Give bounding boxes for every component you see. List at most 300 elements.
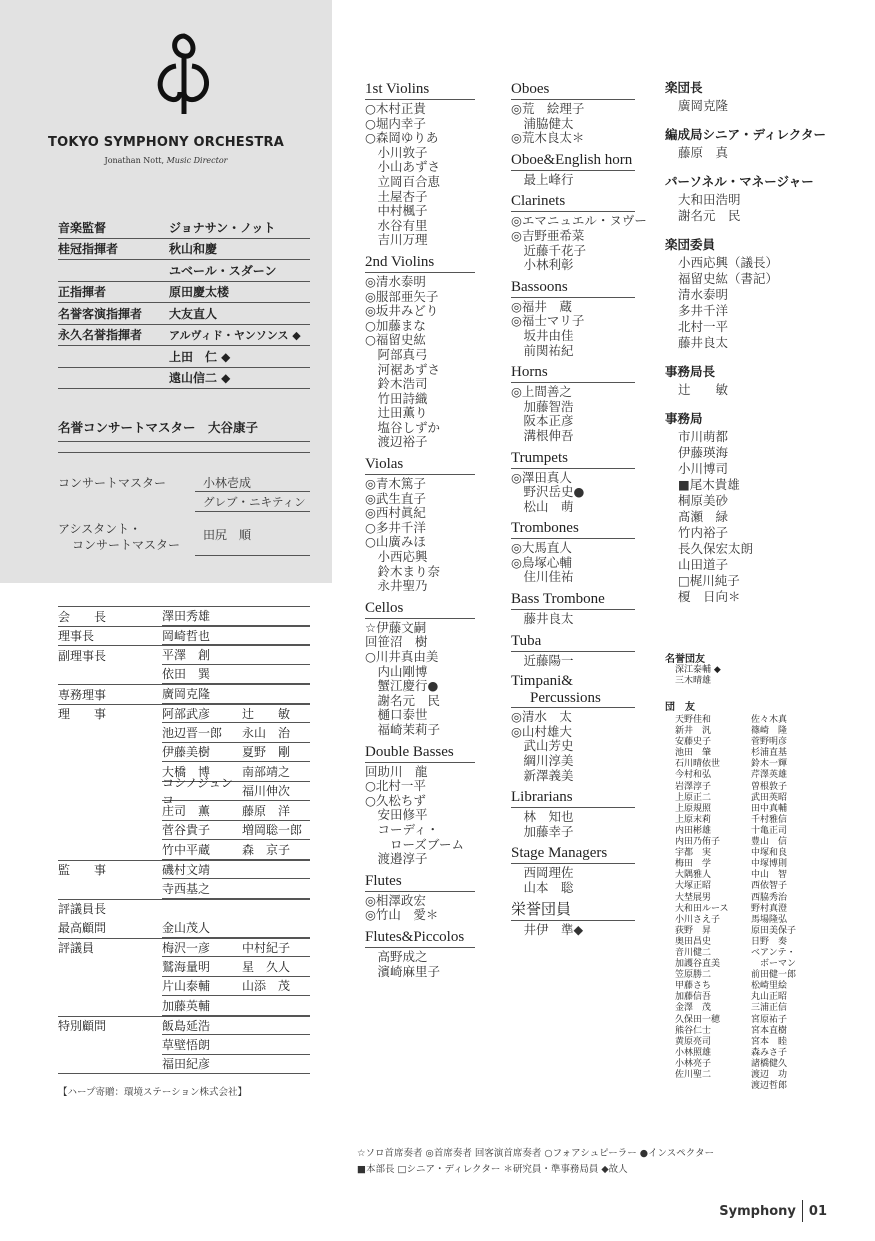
section-title: Horns: [511, 363, 635, 383]
board-role: [58, 879, 162, 899]
player-name: 綱川淳美: [511, 753, 574, 769]
player-name: ○加藤まな: [365, 317, 426, 333]
player-name: ○川井真由美: [365, 649, 439, 664]
section-members: [365, 477, 475, 594]
board-role: 理事長: [58, 626, 162, 646]
board-member: 福川伸次: [242, 784, 291, 799]
section-members: [365, 275, 475, 450]
board-names: [162, 684, 310, 704]
conductor-name: 大友直人: [169, 306, 218, 321]
alumni-name: 大埜展男: [675, 892, 712, 903]
alumni-name: 西依智子: [751, 881, 788, 892]
admin-heading: 事務局: [665, 411, 703, 426]
alumni-list-left: [675, 715, 751, 1092]
alumni-name: 馬場隆弘: [751, 914, 788, 925]
section-members: [511, 173, 635, 188]
board-names: [162, 899, 310, 919]
staff-name: 長久保宏太朗: [678, 541, 754, 556]
section-members: [511, 102, 635, 146]
alumni-name: 宮原祐子: [751, 1014, 788, 1025]
admin-heading: 編成局シニア・ディレクター: [665, 127, 827, 142]
player-name: 溝根伸吾: [511, 427, 574, 443]
section-title: Bass Trombone: [511, 590, 635, 610]
player-name: ◎吉野亜希菜: [511, 227, 585, 243]
board-member: 鷲海量明: [162, 959, 211, 974]
board-member: 増岡聡一郎: [242, 823, 303, 838]
board-member: 梅沢一彦: [162, 940, 211, 955]
player-name: 井伊 準◆: [511, 921, 584, 937]
alumni-name: 佐々木真: [751, 715, 788, 725]
winds-column: [511, 80, 647, 942]
board-row: [58, 860, 310, 880]
alumni-name: 杉浦直基: [751, 748, 788, 759]
player-name: 福崎茉莉子: [365, 721, 441, 737]
board-member: 辻 敏: [242, 706, 291, 721]
player-name: 近藤陽一: [511, 652, 574, 668]
board-row: [58, 743, 310, 763]
board-role: [58, 1055, 162, 1075]
board-member: 菅谷貴子: [162, 823, 211, 838]
alumni-name: 内田乃侑子: [675, 837, 721, 848]
orchestra-logo-icon: [140, 32, 220, 120]
honorary-friends-list: 深江泰輔 ◆ 三木晴雄: [675, 665, 721, 686]
player-name: ◎竹山 愛＊: [365, 907, 439, 923]
conductor-role: 音楽監督: [58, 220, 107, 235]
staff-name: 小西応興（議長）: [678, 255, 779, 270]
player-name: 辻田薫り: [365, 405, 428, 421]
board-row: [58, 996, 310, 1016]
alumni-name: 岩澤淳子: [675, 781, 712, 792]
board-member: 依田 巽: [162, 667, 211, 682]
staff-name: 藤井良太: [678, 335, 729, 350]
player-name: ◎服部亜矢子: [365, 288, 439, 304]
board-row: [58, 801, 310, 821]
player-name: ◎武生直子: [365, 490, 426, 506]
player-name: コーディ・: [365, 821, 440, 837]
staff-name: 福留史紘（書記）: [678, 271, 779, 286]
section-title: 栄誉団員: [511, 901, 635, 921]
board-role: [58, 801, 162, 821]
player-name: 高野成之: [365, 948, 428, 964]
section-members: [365, 765, 475, 867]
board-names: [162, 704, 310, 724]
staff-name: 北村一平: [678, 319, 729, 334]
section-title: Cellos: [365, 599, 475, 619]
player-name: 渡辺裕子: [365, 434, 428, 450]
board-row: [58, 977, 310, 997]
alumni-name: 篠崎 隆: [751, 726, 788, 737]
player-name: ○堀内幸子: [365, 115, 426, 131]
admin-heading: 楽団長: [665, 80, 703, 95]
alumni-name: 宮本 睦: [751, 1036, 788, 1047]
board-row: [58, 645, 310, 665]
board-member: 山添 茂: [242, 979, 291, 994]
player-name: ◎大馬直人: [511, 540, 572, 556]
alumni-name: 前田健一郎: [751, 970, 797, 981]
page-footer: [719, 1200, 827, 1222]
alumni-list-right: [751, 715, 827, 1092]
player-name: 渡邉淳子: [365, 851, 428, 867]
board-member: コシノジュンコ: [162, 775, 233, 807]
player-name: 樋口泰世: [365, 707, 428, 723]
player-name: 濱崎麻里子: [365, 963, 441, 979]
conductor-name: 遠山信二 ◆: [169, 371, 231, 386]
board-member: 竹中平蔵: [162, 842, 211, 857]
conductor-row: [58, 217, 310, 239]
player-name: 阿部真弓: [365, 346, 428, 362]
conductor-row: [58, 368, 310, 390]
staff-name: 髙瀬 緑: [678, 509, 729, 524]
board-row: [58, 704, 310, 724]
player-name: ローズブーム: [365, 836, 465, 852]
player-name: 小川敦子: [365, 144, 428, 160]
honorary-concertmaster: 名誉コンサートマスター 大谷康子: [58, 418, 310, 442]
honorary-friends: 名誉団友 深江泰輔 ◆ 三木晴雄: [665, 650, 845, 687]
alumni-name: 丸山正昭: [751, 992, 788, 1003]
player-name: ○福留史紘: [365, 332, 426, 348]
board-role: [58, 665, 162, 685]
section-members: [365, 621, 475, 738]
alumni-name: 小林亮子: [675, 1058, 712, 1069]
board-role: 評議員: [58, 938, 162, 958]
player-name: 加藤幸子: [511, 823, 574, 839]
divider: [58, 452, 310, 453]
board-member: 森 京子: [242, 842, 291, 857]
board-names: [162, 645, 310, 665]
section-title: Bassoons: [511, 278, 635, 298]
section-members: [365, 950, 475, 979]
player-name: 立岡百合恵: [365, 173, 441, 189]
player-name: 竹田詩織: [365, 390, 428, 406]
player-name: 鈴木浩司: [365, 376, 428, 392]
section-title: Librarians: [511, 788, 635, 808]
orchestra-name: TOKYO SYMPHONY ORCHESTRA: [48, 135, 284, 150]
player-name: ◎福井 蔵: [511, 298, 572, 314]
section-members: [511, 300, 635, 358]
alumni-name: 加藤信吾: [675, 992, 712, 1003]
alumni-name: 上原末莉: [675, 814, 712, 825]
board-member: 福田紀彦: [162, 1057, 211, 1072]
conductor-row: [58, 239, 310, 261]
alumni-name: 宮本直樹: [751, 1025, 788, 1036]
alumni-name: 上原規照: [675, 803, 712, 814]
conductor-name: 秋山和慶: [169, 242, 218, 257]
board-member: 中村紀子: [242, 940, 291, 955]
alumni-name: 甲藤さち: [675, 981, 712, 992]
board-member: 草壁悟朗: [162, 1037, 211, 1052]
alumni-name: 黄原亮司: [675, 1036, 712, 1047]
player-name: 回笹沼 樹: [365, 634, 428, 650]
board-row: [58, 775, 310, 807]
strings-column: [365, 80, 475, 984]
player-name: ◎エマニュエル・ヌヴー: [511, 213, 647, 229]
alumni-name: ベアンテ・: [751, 947, 796, 958]
player-name: 林 知也: [511, 809, 574, 825]
staff-name: 廣岡克隆: [678, 98, 729, 113]
alumni-name: 千村雅信: [751, 814, 788, 825]
conductor-row: [58, 303, 310, 325]
admin-members: [665, 255, 865, 351]
alumni-name: 武田英昭: [751, 792, 788, 803]
board-row: [58, 918, 310, 938]
alumni-name: 田中真輔: [751, 803, 788, 814]
board-member: 庄司 薫: [162, 803, 211, 818]
player-name: ◎西村眞紀: [365, 505, 426, 521]
player-name: 藤井良太: [511, 611, 574, 627]
player-name: ◎福士マリ子: [511, 313, 585, 329]
player-name: 山本 聡: [511, 880, 574, 895]
player-name: ◎荒 絵理子: [511, 101, 585, 116]
player-name: 小山あずさ: [365, 159, 441, 175]
alumni-name: 中塚和良: [751, 848, 788, 859]
player-name: 永井聖乃: [365, 578, 428, 594]
board-role: [58, 762, 162, 782]
player-name: 蟹江慶行●: [365, 678, 439, 694]
alumni-name: ボーマン: [751, 959, 797, 970]
board-row: [58, 879, 310, 899]
board-names: [162, 821, 310, 841]
board-row: [58, 1016, 310, 1036]
alumni-name: 曽根敦子: [751, 781, 788, 792]
board-row: [58, 684, 310, 704]
staff-name: ■尾木貴雄: [678, 477, 740, 492]
admin-heading: 楽団委員: [665, 237, 716, 252]
staff-name: 市川萌都: [678, 429, 729, 444]
alumni-name: 諸橋健久: [751, 1058, 788, 1069]
alumni-name: 安藤史子: [675, 737, 712, 748]
alumni-name: 三浦正信: [751, 1003, 788, 1014]
alumni-name: 金澤 茂: [675, 1003, 712, 1014]
alumni-name: 十亀正司: [751, 825, 788, 836]
board-member: 星 久人: [242, 959, 291, 974]
alumni-name: 熊谷仁士: [675, 1025, 712, 1036]
board-names: [162, 840, 310, 860]
section-title: Double Basses: [365, 743, 475, 763]
alumni-name: 今村和弘: [675, 770, 712, 781]
player-name: 住川佳祐: [511, 569, 574, 585]
board-member: 寺西基之: [162, 881, 211, 896]
board-names: [162, 1016, 310, 1036]
conductor-name: 原田慶太楼: [169, 285, 230, 300]
alumni-name: 松崎里絵: [751, 981, 788, 992]
board-names: [162, 626, 310, 646]
section-title-line: Timpani&: [511, 673, 573, 690]
section-title: Flutes&Piccolos: [365, 928, 475, 948]
board-member: 磯村文靖: [162, 862, 211, 877]
board-role: [58, 743, 162, 763]
alumni-name: 日野 奏: [751, 936, 788, 947]
player-name: 小西応興: [365, 549, 428, 565]
board-member: 伊藤美樹: [162, 745, 211, 760]
board-role: 会 長: [58, 606, 162, 626]
staff-name: 謝名元 民: [678, 208, 741, 223]
staff-name: 山田道子: [678, 557, 729, 572]
administration-column: [665, 80, 865, 605]
board-row: [58, 899, 310, 919]
section-title: Oboe&English horn: [511, 151, 635, 171]
board-role: [58, 782, 162, 802]
music-director-line: Jonathan Nott, Music Director: [104, 156, 228, 165]
board-row: [58, 665, 310, 685]
board-row: [58, 1035, 310, 1055]
alumni-name: 原田美保子: [751, 925, 797, 936]
section-title: Oboes: [511, 80, 635, 100]
player-name: ◎相澤政宏: [365, 892, 426, 908]
board-row: [58, 840, 310, 860]
alumni-name: 大和田ルース: [675, 903, 729, 914]
board-row: [58, 821, 310, 841]
staff-name: 大和田浩明: [678, 192, 741, 207]
board-names: [162, 743, 310, 763]
conductor-role: 永久名誉指揮者: [58, 328, 143, 343]
board-names: [162, 665, 310, 685]
board-names: [162, 860, 310, 880]
player-name: 野沢岳史●: [511, 484, 585, 500]
alumni-section: 団 友 天野佳和 新井 汎 安藤史子 池田 肇 石川晴依世 今村和弘 岩澤淳子 上原正二 上原規照 上原末莉 内田彬雄 内田乃侑子 宇都 実 梅田 学 大隅雅人 大塚正昭 大埜展男 大和田ルース 小川さえ子 荻野 昇 奥田昌史 音川健二 加護谷直美 笠原勝二 甲藤さち 加藤信吾 金澤 茂 久保田一穂 熊谷仁士 黄原亮司 小林照雄 小林亮子 佐川聖二 佐々木真 篠崎 隆 菅野明彦 杉浦直基 鈴木一輝 芹澤英雄 曽根敦子 武田英昭 田中真輔 千村雅信 十亀正司 豊山 信 中塚和良 中塚博則 中山 智 西依智子 西脇秀治 野村真澄 馬場隆弘 原田美保子 日野 奏 ベアンテ・ ボーマン 前田健一郎 松崎里絵 丸山正昭 三浦正信 宮原祐子 宮本直樹 宮本 睦 森みさ子 諸橋健久 渡辺 功 渡辺哲郎: [665, 698, 845, 1092]
alumni-name: 西脇秀治: [751, 892, 788, 903]
conductor-name: アルヴィド・ヤンソンス ◆: [169, 328, 301, 342]
board-names: [162, 1055, 310, 1075]
alumni-name: 音川健二: [675, 947, 712, 958]
board-role: 専務理事: [58, 684, 162, 704]
board-member: 岡崎哲也: [162, 628, 211, 643]
alumni-name: 久保田一穂: [675, 1014, 721, 1025]
board-role: 副理事長: [58, 645, 162, 665]
alumni-name: 池田 肇: [675, 748, 712, 759]
board-row: [58, 606, 310, 626]
board-row: [58, 723, 310, 743]
alumni-name: 石川晴依世: [675, 759, 721, 770]
conductor-name: 上田 仁 ◆: [169, 349, 231, 364]
staff-name: 竹内裕子: [678, 525, 729, 540]
board-member: 阿部武彦: [162, 706, 211, 721]
player-name: 河裾あずさ: [365, 361, 441, 377]
alumni-name: 上原正二: [675, 792, 712, 803]
staff-name: 伊藤瑛海: [678, 445, 729, 460]
conductors-list: [58, 217, 310, 389]
board-of-directors: [58, 606, 310, 1074]
section-members: [511, 710, 635, 783]
board-member: 夏野 剛: [242, 745, 291, 760]
player-name: 西岡理佐: [511, 865, 574, 881]
board-names: [162, 879, 310, 899]
section-members: [511, 810, 635, 839]
player-name: 浦脇健太: [511, 115, 574, 131]
page-number: 01: [808, 1203, 827, 1219]
player-name: 阪本正彦: [511, 413, 574, 429]
staff-name: 清水泰明: [678, 287, 729, 302]
player-name: ◎坂井みどり: [365, 303, 439, 319]
section-members: [511, 213, 647, 273]
alumni-name: 豊山 信: [751, 837, 788, 848]
player-name: ☆伊藤文嗣: [365, 619, 427, 635]
player-name: 謝名元 民: [365, 692, 441, 708]
board-role: [58, 977, 162, 997]
alumni-name: 新井 汎: [675, 726, 712, 737]
section-members: [511, 385, 635, 443]
player-name: 近藤千花子: [511, 242, 587, 258]
conductor-name: ジョナサン・ノット: [169, 220, 276, 235]
conductor-name: ユベール・スダーン: [169, 263, 277, 278]
player-name: 坂井由佳: [511, 327, 574, 343]
section-title-line: Percussions: [530, 690, 601, 707]
admin-heading: パーソネル・マネージャー: [665, 174, 814, 189]
player-name: ○北村一平: [365, 778, 426, 794]
board-row: [58, 938, 310, 958]
player-name: ◎荒木良太＊: [511, 130, 585, 146]
player-name: 最上峰行: [511, 171, 574, 187]
board-member: 澤田秀雄: [162, 609, 211, 624]
board-names: [162, 723, 310, 743]
magazine-title: Symphony: [719, 1203, 796, 1219]
alumni-name: 笠原勝二: [675, 970, 712, 981]
board-member: 金山茂人: [162, 920, 211, 935]
admin-members: [665, 192, 865, 224]
player-name: ◎上間善之: [511, 384, 572, 400]
section-title: Trombones: [511, 519, 635, 539]
conductor-row: [58, 282, 310, 304]
section-title: Violas: [365, 455, 475, 475]
player-name: 松山 萌: [511, 498, 574, 514]
player-name: 前関祐紀: [511, 342, 574, 358]
alumni-name: 大隅雅人: [675, 870, 712, 881]
alumni-name: 菅野明彦: [751, 737, 788, 748]
section-members: [511, 866, 635, 895]
alumni-name: 芹澤英雄: [751, 770, 788, 781]
board-row: [58, 626, 310, 646]
player-name: ○森岡ゆりあ: [365, 130, 439, 146]
board-member: 池辺晋一郎: [162, 725, 223, 740]
section-title: Flutes: [365, 872, 475, 892]
player-name: 安田修平: [365, 807, 428, 823]
board-role: [58, 996, 162, 1016]
player-name: ◎清水泰明: [365, 273, 426, 289]
alumni-name: 中塚博則: [751, 859, 788, 870]
staff-name: 小川博司: [678, 461, 729, 476]
alumni-name: 野村真澄: [751, 903, 788, 914]
alumni-name: 森みさ子: [751, 1047, 788, 1058]
board-member: 藤原 洋: [242, 803, 291, 818]
staff-name: 榎 日向＊: [678, 589, 741, 604]
player-name: 回助川 龍: [365, 763, 428, 779]
board-names: [162, 775, 310, 807]
conductor-role: 正指揮者: [58, 285, 107, 300]
alumni-name: 渡辺哲郎: [751, 1081, 788, 1092]
player-name: 内山剛博: [365, 663, 428, 679]
alumni-name: 渡辺 功: [751, 1070, 788, 1080]
staff-name: 桐原美砂: [678, 493, 729, 508]
admin-members: [665, 429, 865, 605]
player-name: ◎澤田真人: [511, 469, 572, 485]
section-title: 1st Violins: [365, 80, 475, 100]
conductor-role: 名誉客演指揮者: [58, 306, 143, 321]
board-member: 廣岡克隆: [162, 687, 211, 702]
board-member: 大橋 博: [162, 764, 211, 779]
alumni-name: 大塚正昭: [675, 881, 712, 892]
player-name: ◎鳥塚心輔: [511, 554, 572, 570]
harp-donation-note: 【ハープ寄贈：環境ステーション株式会社】: [58, 1087, 247, 1098]
section-members: [511, 471, 635, 515]
alumni-name: 荻野 昇: [675, 925, 712, 936]
section-title: Trumpets: [511, 449, 635, 469]
section-members: [365, 102, 475, 248]
board-role: 特別顧問: [58, 1016, 162, 1036]
board-member: 加藤英輔: [162, 998, 211, 1013]
board-role: [58, 957, 162, 977]
admin-members: [665, 382, 865, 398]
section-title: [511, 673, 635, 708]
board-role: 最高顧問: [58, 921, 107, 936]
